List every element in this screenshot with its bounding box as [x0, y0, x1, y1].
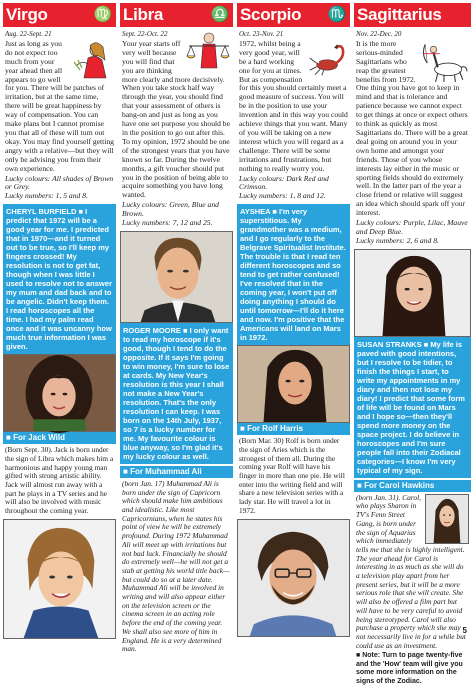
sign-dates: Oct. 23-Nov. 21	[239, 30, 284, 38]
lucky-colours: Lucky colours: Green, Blue and Brown.	[122, 200, 219, 219]
lucky-numbers: Lucky numbers: 2, 6 and 8.	[356, 235, 439, 245]
celebrity-quote-ayshea	[237, 204, 350, 345]
celebrity-name: ROGER MOORE	[123, 325, 181, 335]
prediction-heading-jack-wild: ■ For Jack Wild	[3, 432, 116, 444]
star-icon: ■	[183, 325, 190, 335]
quote-text: I predict that 1972 will be a good year for me. I predicted that in 1970—and it turned out to be true, so I'll keep my fingers crossed! My resolution is not to get fat, though when I was little I used to resolve not to answer my mum and dad back and to be angelic. Didn't keep them. I read horoscopes all the time. I had my palm read once and it was uncanny how much true information I was given.	[6, 207, 112, 352]
lucky-numbers: Lucky numbers: 1, 8 and 12.	[239, 191, 326, 201]
sign-dates: Sept. 22-Oct. 22	[122, 30, 168, 38]
lucky-colours: Lucky colours: Dark Red and Crimson.	[239, 173, 329, 192]
prediction-text-rolf-harris: (Born Mar. 30) Rolf is born under the sign of Aries which is the strongest of them all. During the coming year Rolf will have his finger in more than one pie. He will enter into the writing field and will share a new television series with a lady star. He will travel a lot in 1972.	[239, 436, 345, 515]
star-icon: ■	[6, 433, 14, 443]
ayshea-photo	[237, 345, 350, 423]
star-icon: ■	[240, 424, 248, 434]
star-icon: ■	[356, 652, 363, 660]
celebrity-name: AYSHEA	[240, 207, 271, 217]
cheryl-burfield-photo	[3, 354, 116, 432]
centaur-archer-illustration	[421, 40, 469, 82]
sign-name: Virgo	[6, 5, 48, 24]
horoscope-text-virgo	[3, 27, 116, 201]
star-icon: ■	[423, 339, 431, 349]
susan-stranks-photo	[354, 249, 471, 337]
prediction-heading-muhammad-ali: ■ For Muhammad Ali	[120, 466, 233, 478]
star-icon: ■	[272, 207, 280, 217]
column-scorpio	[237, 3, 350, 629]
horoscope-body: 1972, whilst being a very good year, will be a hard working one for you at times. But as compensation for this you should certainly meet a good measure of success. You will be in the position to use your invention and in this way you could achieve things that you want. Many of you will be taking on a new interest which you will regard as a challenge. There will be some irritations and frustrations, but nothing to really worry you.	[239, 38, 348, 173]
horoscope-body: Your year starts off very well because you will find that you are thinking more clearly and more decisively. When you take stock half way through the year, you should find that your assessment of others is bang-on and just as long as you have one set purpose you should be in the position to go out after this. To my opinion, 1972 should be one of the strongest years that you have known so far. During the twelve months, a gift voucher should put you in the position of being able to acquire something you have long wanted.	[122, 38, 230, 200]
prediction-text-muhammad-ali: (born Jan. 17) Muhammad Ali is born under the sign of Capricorn which should make him ambitious and idealistic. Like most Capricornians, when he states his point of view he will be extremely profound. During 1972 Muhammad Ali will meet up with irritations but not bad luck. Financially he should do extremely well—he will not get a stab at getting his world title back—but could do so at a later date. Muhammad Ali will be involved in writing and will also appear either on the television screen or the cinema screen in an acting role before the end of the coming year. We shall also see more of him in England. He is a very determined man.	[122, 478, 230, 654]
sign-name: Scorpio	[240, 5, 302, 24]
horoscope-body: It is the more serious-minded Sagittarians who reap the greatest benefits from 1972. One thing you have got to keep in mind and that is tolerance and patience because we cannot expect to get things at once or expect others to think as quickly as most Sagittarians do. There will be a great deal going on around you in your own home and amongst your friends. Those of you whose interests lay either in the music or sporting fields should do extremely well. In the latter part of the year a close friend or relative will suggest an idea which should spark off your interest.	[356, 38, 468, 218]
scorpio-symbol-icon: ♏	[327, 6, 346, 23]
jack-wild-photo	[3, 519, 116, 639]
horoscope-page	[3, 3, 471, 685]
celebrity-name: SUSAN STRANKS	[357, 339, 422, 349]
lucky-numbers: Lucky numbers: 1, 5 and 8.	[5, 191, 88, 201]
star-icon: ■	[357, 480, 365, 490]
horoscope-text-libra	[120, 27, 233, 228]
column-libra	[120, 3, 233, 654]
prediction-heading-rolf-harris: ■ For Rolf Harris	[237, 423, 350, 435]
horoscope-body: Just as long as you do not expect too much from your year ahead then all appears to go well for you. There will be patches of irritation, but at the same time, there will be great happiness by way of compensation. You can make plans but I cannot promise you that all of these will turn out okay. You may find yourself getting angry with a relative—but they will only be advising you from their own experience.	[5, 38, 114, 173]
celebrity-quote-roger	[120, 323, 233, 464]
sign-header-sagittarius	[354, 3, 471, 27]
celebrity-quote-susan	[354, 337, 471, 478]
sign-header-virgo	[3, 3, 116, 27]
lucky-numbers: Lucky numbers: 7, 12 and 25.	[122, 218, 213, 228]
celebrity-name: CHERYL BURFIELD	[6, 207, 77, 217]
column-virgo	[3, 3, 116, 629]
sign-header-libra	[120, 3, 233, 27]
quote-text: I only want to read my horoscope if it's good, though I tend to do the opposite. If it says I'm going to win money, I'm sure to lose at cards. My New Year's resolution is this year I shall not make a New Year's resolution. That's the only resolution I can keep. I was born on the 14th July, 1937, so 7 is a lucky number for me. My favourite colour is blue anyway, so I'm glad it's my lucky colour as well.	[123, 325, 230, 461]
libra-symbol-icon: ♎	[210, 6, 229, 23]
sign-header-scorpio	[237, 3, 350, 27]
prediction-text-jack-wild: (Born Sept. 30). Jack is born under the sign of Libra which makes him a harmonious and happy young man gifted with strong artistic ability. Jack will almost run away with a part he plays in a TV series and he will also be involved with music throughout the coming year.	[5, 445, 114, 516]
virgo-maiden-illustration	[68, 40, 114, 80]
celebrity-quote-cheryl	[3, 204, 116, 354]
roger-moore-photo	[120, 231, 233, 323]
carol-hawkins-photo	[425, 494, 469, 544]
rolf-harris-photo	[237, 519, 350, 637]
sign-name: Libra	[123, 5, 164, 24]
column-sagittarius	[354, 3, 471, 685]
prediction-heading-carol-hawkins: ■ For Carol Hawkins	[354, 480, 471, 492]
sign-dates: Aug. 22-Sept. 21	[5, 30, 52, 38]
star-icon: ■	[78, 207, 86, 217]
libra-scales-illustration	[185, 30, 231, 70]
lucky-colours: Lucky colours: Purple, Lilac, Mauve and Deep Blue.	[356, 218, 468, 236]
horoscope-text-scorpio	[237, 27, 350, 201]
prediction-text-carol-hawkins: (born Jan. 31). Carol, who plays Sharon in TV's Fenn Street Gang, is born under the sign of Aquarius which immediately tells me that she is highly intelligent. The year ahead for Carol is interesting in as much as she will do a television play apart from her present series, but it will be a more serious role that she will create. She will also be offered a film part but will have to be very careful to avoid being stereotyped. Carol will also purchase a property which she may not necessarily live in for a while but could use as an investment.	[354, 492, 471, 651]
sign-dates: Nov. 22-Dec. 20	[356, 30, 402, 38]
horoscope-text-sagittarius	[354, 27, 471, 246]
quote-text: My life is paved with good intentions, but I resolve to be tidier, to finish the things I start, to write my appointments in my diary and then not lose my diary! I predict that some form of life will be found on Mars and I hope so—then they'll spend more money on the space project. I do believe in horoscopes and I'm sure people fall into their Zodiacal categories—I know I'm very typical of my sign.	[357, 339, 465, 475]
virgo-symbol-icon: ♍	[93, 6, 112, 23]
page-number: 5	[462, 626, 467, 635]
lucky-colours: Lucky colours: All shades of Brown or Grey.	[5, 173, 114, 192]
scorpion-illustration	[308, 40, 348, 76]
star-icon: ■	[123, 466, 131, 476]
quote-text: I'm very superstitious. My grandmother was a medium, and I go regularly to the Belgrave Spiritualist Institute. The trouble is that I read ten different horoscopes and so tend to get rather confused! I've resolved that in the coming year, I won't put off doing anything I should do until tomorrow—I'll do it here and now. I'm positive that the Americans will land on Mars in 1972.	[240, 207, 346, 343]
page-note: ■ Note: Turn to page twenty-five and the 'How' team will give you some more information on the signs of the Zodiac.	[356, 652, 463, 685]
sign-name: Sagittarius	[357, 5, 442, 24]
